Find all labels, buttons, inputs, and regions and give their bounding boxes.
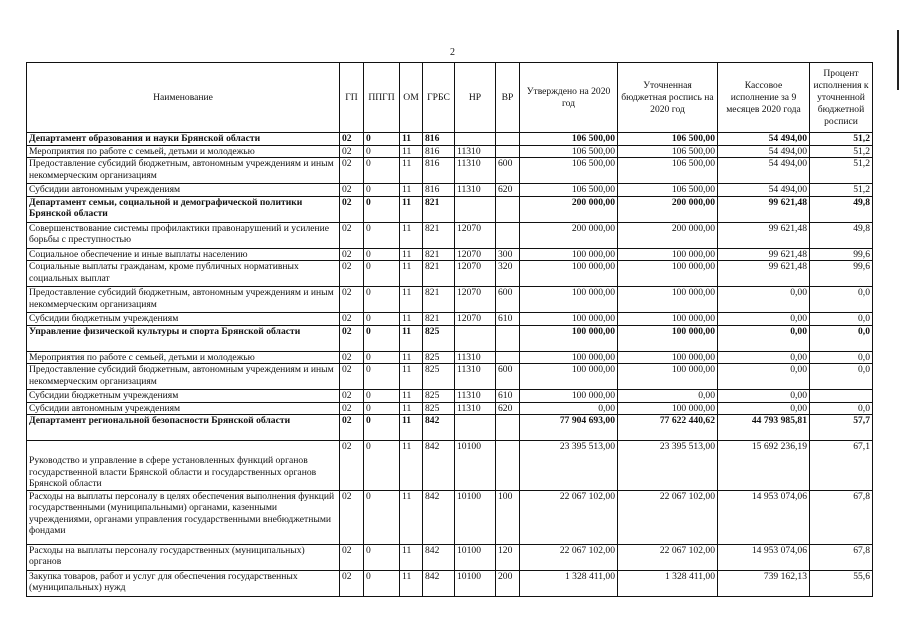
cell-refined: 106 500,00 [618, 145, 718, 158]
cell-om: 11 [400, 248, 423, 261]
cell-approved: 1 328 411,00 [520, 570, 618, 596]
cell-ppgp: 0 [364, 364, 400, 390]
cell-name: Предоставление субсидий бюджетным, автономным учреждениям и иным некоммерческим организациям [27, 158, 340, 184]
cell-om: 11 [400, 364, 423, 390]
table-row [27, 570, 873, 596]
cell-cash: 0,00 [718, 351, 810, 364]
cell-grbs: 842 [423, 441, 455, 491]
cell-ppgp: 0 [364, 402, 400, 415]
cell-refined: 100 000,00 [618, 248, 718, 261]
table-row [27, 196, 873, 222]
cell-nr: 11310 [455, 158, 496, 184]
cell-percent: 0,0 [810, 351, 873, 364]
table-row [27, 261, 873, 287]
cell-vr [496, 351, 520, 364]
cell-vr: 100 [496, 490, 520, 544]
cell-nr: 10100 [455, 441, 496, 491]
cell-gp: 02 [340, 490, 364, 544]
cell-refined: 1 328 411,00 [618, 570, 718, 596]
cell-om: 11 [400, 441, 423, 491]
cell-om: 11 [400, 222, 423, 248]
cell-percent: 0,0 [810, 287, 873, 313]
cell-gp: 02 [340, 570, 364, 596]
cell-refined: 106 500,00 [618, 184, 718, 197]
cell-grbs: 816 [423, 184, 455, 197]
cell-gp: 02 [340, 351, 364, 364]
cell-cash: 44 793 985,81 [718, 415, 810, 441]
cell-nr: 10100 [455, 570, 496, 596]
cell-nr: 11310 [455, 364, 496, 390]
cell-refined: 100 000,00 [618, 313, 718, 326]
cell-name: Субсидии бюджетным учреждениям [27, 390, 340, 403]
cell-grbs: 816 [423, 133, 455, 146]
cell-ppgp: 0 [364, 287, 400, 313]
cell-percent: 49,8 [810, 222, 873, 248]
cell-approved: 106 500,00 [520, 133, 618, 146]
cell-grbs: 842 [423, 490, 455, 544]
cell-grbs: 825 [423, 325, 455, 351]
cell-gp: 02 [340, 145, 364, 158]
cell-refined: 100 000,00 [618, 261, 718, 287]
cell-ppgp: 0 [364, 248, 400, 261]
cell-ppgp: 0 [364, 570, 400, 596]
cell-ppgp: 0 [364, 544, 400, 570]
header-grbs: ГРБС [423, 63, 455, 133]
cell-name: Предоставление субсидий бюджетным, автономным учреждениям и иным некоммерческим организациям [27, 287, 340, 313]
cell-gp: 02 [340, 390, 364, 403]
cell-vr [496, 222, 520, 248]
header-om: ОМ [400, 63, 423, 133]
cell-om: 11 [400, 544, 423, 570]
cell-cash: 99 621,48 [718, 248, 810, 261]
cell-approved: 100 000,00 [520, 390, 618, 403]
cell-vr: 600 [496, 287, 520, 313]
cell-percent: 57,7 [810, 415, 873, 441]
cell-cash: 54 494,00 [718, 133, 810, 146]
cell-refined: 77 622 440,62 [618, 415, 718, 441]
cell-approved: 100 000,00 [520, 287, 618, 313]
table-row [27, 351, 873, 364]
cell-om: 11 [400, 145, 423, 158]
cell-grbs: 821 [423, 261, 455, 287]
cell-name: Расходы на выплаты персоналу в целях обеспечения выполнения функций государственными (муниципальными) органами, казенными учреждениями, органами управления государственными внебюджетными фондами [27, 490, 340, 544]
cell-cash: 99 621,48 [718, 261, 810, 287]
cell-grbs: 821 [423, 196, 455, 222]
cell-percent: 67,8 [810, 490, 873, 544]
cell-cash: 99 621,48 [718, 222, 810, 248]
cell-ppgp: 0 [364, 158, 400, 184]
cell-ppgp: 0 [364, 390, 400, 403]
cell-gp: 02 [340, 261, 364, 287]
cell-ppgp: 0 [364, 351, 400, 364]
cell-grbs: 821 [423, 287, 455, 313]
cell-cash: 15 692 236,19 [718, 441, 810, 491]
cell-approved: 100 000,00 [520, 248, 618, 261]
cell-nr [455, 196, 496, 222]
header-vr: ВР [496, 63, 520, 133]
cell-grbs: 825 [423, 390, 455, 403]
cell-gp: 02 [340, 133, 364, 146]
cell-nr: 11310 [455, 351, 496, 364]
cell-approved: 100 000,00 [520, 313, 618, 326]
cell-gp: 02 [340, 184, 364, 197]
cell-refined: 106 500,00 [618, 133, 718, 146]
cell-vr: 200 [496, 570, 520, 596]
scan-edge-mark [897, 30, 899, 90]
cell-name: Руководство и управление в сфере установленных функций органов государственной власти Брянской области и государственных органов Брянской области [27, 441, 340, 491]
cell-gp: 02 [340, 544, 364, 570]
cell-ppgp: 0 [364, 415, 400, 441]
cell-name: Социальные выплаты гражданам, кроме публичных нормативных социальных выплат [27, 261, 340, 287]
cell-approved: 200 000,00 [520, 196, 618, 222]
cell-percent: 99,6 [810, 261, 873, 287]
cell-nr: 12070 [455, 287, 496, 313]
cell-cash: 0,00 [718, 364, 810, 390]
cell-approved: 22 067 102,00 [520, 544, 618, 570]
header-ppgp: ППГП [364, 63, 400, 133]
cell-om: 11 [400, 490, 423, 544]
cell-nr: 10100 [455, 490, 496, 544]
cell-approved: 100 000,00 [520, 325, 618, 351]
cell-om: 11 [400, 402, 423, 415]
cell-vr [496, 196, 520, 222]
cell-cash: 0,00 [718, 402, 810, 415]
cell-approved: 77 904 693,00 [520, 415, 618, 441]
cell-cash: 0,00 [718, 287, 810, 313]
cell-grbs: 816 [423, 145, 455, 158]
cell-nr: 10100 [455, 544, 496, 570]
page-number: 2 [450, 47, 455, 58]
table-row [27, 490, 873, 544]
cell-ppgp: 0 [364, 261, 400, 287]
cell-om: 11 [400, 415, 423, 441]
table-row [27, 325, 873, 351]
cell-gp: 02 [340, 287, 364, 313]
cell-vr [496, 441, 520, 491]
budget-table [26, 62, 873, 597]
cell-refined: 200 000,00 [618, 196, 718, 222]
cell-vr [496, 325, 520, 351]
cell-name: Департамент региональной безопасности Брянской области [27, 415, 340, 441]
cell-nr [455, 325, 496, 351]
cell-grbs: 825 [423, 402, 455, 415]
cell-nr: 11310 [455, 145, 496, 158]
cell-approved: 106 500,00 [520, 145, 618, 158]
cell-percent: 99,6 [810, 248, 873, 261]
cell-vr: 610 [496, 390, 520, 403]
cell-cash: 0,00 [718, 325, 810, 351]
cell-name: Мероприятия по работе с семьей, детьми и молодежью [27, 351, 340, 364]
cell-gp: 02 [340, 248, 364, 261]
cell-percent: 51,2 [810, 158, 873, 184]
cell-approved: 22 067 102,00 [520, 490, 618, 544]
cell-refined: 100 000,00 [618, 402, 718, 415]
cell-vr: 320 [496, 261, 520, 287]
cell-gp: 02 [340, 415, 364, 441]
cell-nr: 11310 [455, 390, 496, 403]
cell-cash: 54 494,00 [718, 145, 810, 158]
cell-refined: 22 067 102,00 [618, 544, 718, 570]
cell-percent: 51,2 [810, 145, 873, 158]
cell-percent: 0,0 [810, 364, 873, 390]
cell-om: 11 [400, 570, 423, 596]
cell-vr: 120 [496, 544, 520, 570]
cell-name: Департамент семьи, социальной и демографической политики Брянской области [27, 196, 340, 222]
cell-grbs: 821 [423, 313, 455, 326]
cell-vr: 620 [496, 184, 520, 197]
cell-grbs: 825 [423, 351, 455, 364]
cell-gp: 02 [340, 364, 364, 390]
cell-ppgp: 0 [364, 441, 400, 491]
cell-nr: 12070 [455, 248, 496, 261]
cell-vr: 600 [496, 158, 520, 184]
cell-percent: 0,0 [810, 402, 873, 415]
cell-gp: 02 [340, 441, 364, 491]
cell-percent: 55,6 [810, 570, 873, 596]
cell-ppgp: 0 [364, 196, 400, 222]
cell-ppgp: 0 [364, 313, 400, 326]
cell-om: 11 [400, 133, 423, 146]
cell-nr [455, 133, 496, 146]
cell-grbs: 821 [423, 222, 455, 248]
cell-refined: 106 500,00 [618, 158, 718, 184]
cell-name: Предоставление субсидий бюджетным, автономным учреждениям и иным некоммерческим организациям [27, 364, 340, 390]
cell-refined: 23 395 513,00 [618, 441, 718, 491]
cell-vr [496, 415, 520, 441]
cell-cash: 0,00 [718, 313, 810, 326]
cell-approved: 100 000,00 [520, 261, 618, 287]
cell-om: 11 [400, 287, 423, 313]
table-row [27, 441, 873, 491]
cell-refined: 100 000,00 [618, 287, 718, 313]
cell-vr: 620 [496, 402, 520, 415]
cell-grbs: 821 [423, 248, 455, 261]
cell-name: Департамент образования и науки Брянской области [27, 133, 340, 146]
table-row [27, 313, 873, 326]
table-row [27, 544, 873, 570]
cell-nr: 11310 [455, 184, 496, 197]
cell-grbs: 825 [423, 364, 455, 390]
cell-name: Мероприятия по работе с семьей, детьми и молодежью [27, 145, 340, 158]
cell-grbs: 842 [423, 415, 455, 441]
cell-refined: 100 000,00 [618, 325, 718, 351]
cell-percent: 0,0 [810, 325, 873, 351]
cell-ppgp: 0 [364, 222, 400, 248]
cell-vr: 610 [496, 313, 520, 326]
cell-name: Субсидии автономным учреждениям [27, 184, 340, 197]
cell-ppgp: 0 [364, 490, 400, 544]
header-name: Наименование [27, 63, 340, 133]
cell-om: 11 [400, 313, 423, 326]
table-row [27, 390, 873, 403]
table-header-row [27, 63, 873, 133]
cell-refined: 0,00 [618, 390, 718, 403]
cell-nr: 12070 [455, 222, 496, 248]
cell-gp: 02 [340, 313, 364, 326]
cell-name: Субсидии автономным учреждениям [27, 402, 340, 415]
cell-grbs: 842 [423, 544, 455, 570]
cell-nr: 12070 [455, 261, 496, 287]
cell-approved: 100 000,00 [520, 351, 618, 364]
table-row [27, 415, 873, 441]
cell-gp: 02 [340, 158, 364, 184]
cell-percent: 67,1 [810, 441, 873, 491]
cell-om: 11 [400, 325, 423, 351]
cell-ppgp: 0 [364, 133, 400, 146]
cell-approved: 106 500,00 [520, 158, 618, 184]
cell-cash: 54 494,00 [718, 158, 810, 184]
cell-refined: 100 000,00 [618, 351, 718, 364]
cell-om: 11 [400, 158, 423, 184]
cell-vr: 600 [496, 364, 520, 390]
cell-cash: 14 953 074,06 [718, 490, 810, 544]
header-approved: Утверждено на 2020 год [520, 63, 618, 133]
header-cash: Кассовое исполнение за 9 месяцев 2020 года [718, 63, 810, 133]
table-row [27, 184, 873, 197]
cell-om: 11 [400, 261, 423, 287]
cell-name: Субсидии бюджетным учреждениям [27, 313, 340, 326]
cell-name: Социальное обеспечение и иные выплаты населению [27, 248, 340, 261]
cell-vr: 300 [496, 248, 520, 261]
cell-approved: 100 000,00 [520, 364, 618, 390]
cell-percent: 51,2 [810, 133, 873, 146]
cell-approved: 200 000,00 [520, 222, 618, 248]
cell-om: 11 [400, 196, 423, 222]
cell-percent [810, 390, 873, 403]
cell-percent: 49,8 [810, 196, 873, 222]
cell-grbs: 816 [423, 158, 455, 184]
cell-gp: 02 [340, 402, 364, 415]
cell-cash: 99 621,48 [718, 196, 810, 222]
cell-gp: 02 [340, 325, 364, 351]
cell-nr [455, 415, 496, 441]
table-row [27, 145, 873, 158]
cell-cash: 14 953 074,06 [718, 544, 810, 570]
header-gp: ГП [340, 63, 364, 133]
cell-cash: 0,00 [718, 390, 810, 403]
cell-ppgp: 0 [364, 325, 400, 351]
cell-gp: 02 [340, 222, 364, 248]
table-row [27, 133, 873, 146]
cell-ppgp: 0 [364, 184, 400, 197]
cell-name: Закупка товаров, работ и услуг для обеспечения государственных (муниципальных) нужд [27, 570, 340, 596]
table-row [27, 222, 873, 248]
cell-gp: 02 [340, 196, 364, 222]
cell-name: Совершенствование системы профилактики правонарушений и усиление борьбы с преступностью [27, 222, 340, 248]
cell-ppgp: 0 [364, 145, 400, 158]
cell-percent: 0,0 [810, 313, 873, 326]
cell-name: Расходы на выплаты персоналу государственных (муниципальных) органов [27, 544, 340, 570]
cell-percent: 51,2 [810, 184, 873, 197]
table-row [27, 287, 873, 313]
cell-refined: 100 000,00 [618, 364, 718, 390]
cell-refined: 22 067 102,00 [618, 490, 718, 544]
cell-cash: 739 162,13 [718, 570, 810, 596]
cell-nr: 12070 [455, 313, 496, 326]
table-row [27, 248, 873, 261]
table-row [27, 158, 873, 184]
cell-nr: 11310 [455, 402, 496, 415]
cell-om: 11 [400, 390, 423, 403]
cell-name: Управление физической культуры и спорта Брянской области [27, 325, 340, 351]
table-row [27, 364, 873, 390]
header-percent: Процент исполнения к уточненной бюджетной росписи [810, 63, 873, 133]
cell-approved: 0,00 [520, 402, 618, 415]
table-row [27, 402, 873, 415]
cell-om: 11 [400, 351, 423, 364]
cell-grbs: 842 [423, 570, 455, 596]
cell-approved: 23 395 513,00 [520, 441, 618, 491]
cell-vr [496, 133, 520, 146]
cell-percent: 67,8 [810, 544, 873, 570]
table-body [27, 133, 873, 597]
cell-approved: 106 500,00 [520, 184, 618, 197]
cell-vr [496, 145, 520, 158]
cell-refined: 200 000,00 [618, 222, 718, 248]
header-refined: Уточненная бюджетная роспись на 2020 год [618, 63, 718, 133]
header-nr: НР [455, 63, 496, 133]
cell-cash: 54 494,00 [718, 184, 810, 197]
cell-om: 11 [400, 184, 423, 197]
